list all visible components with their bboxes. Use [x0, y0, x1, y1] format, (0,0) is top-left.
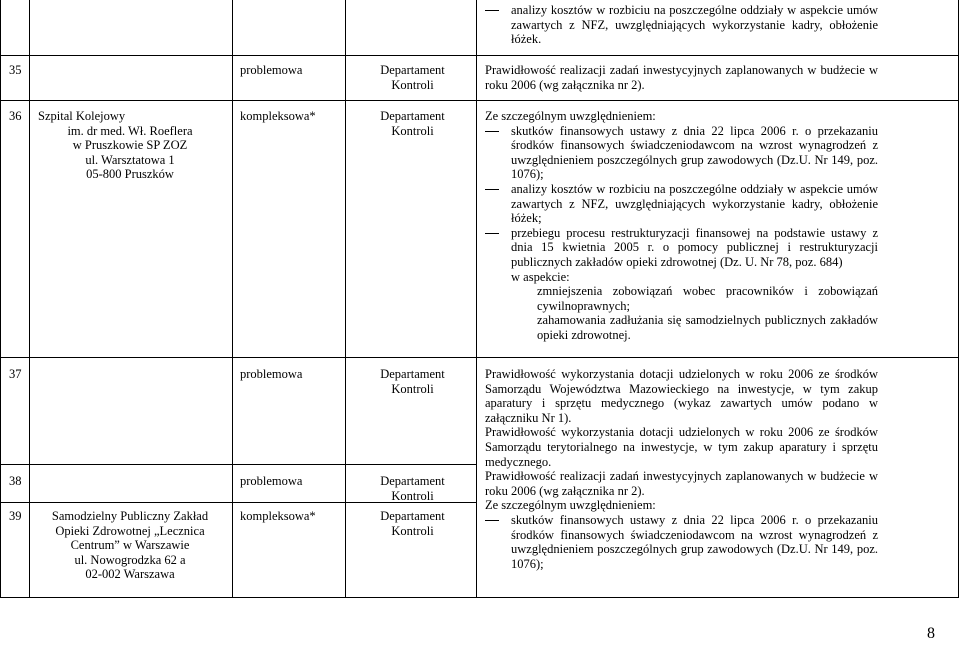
scope-bullet: skutków finansowych ustawy z dnia 22 lipca 2006 r. o przekazaniu środków finansowych świadczeniodawcom na wzrost wynagrodzeń z uwzględnieniem poszczególnych grup zawodowych (Dz.U. Nr 149, poz. 1076);: [485, 124, 878, 182]
aspect-item: zahamowania zadłużania się samodzielnych publicznych zakładów opieki zdrowotnej.: [537, 313, 878, 342]
column-divider-2: [232, 0, 233, 598]
control-type: kompleksowa*: [240, 109, 316, 123]
row-divider-38-partial: [0, 464, 476, 465]
scope-bullet: analizy kosztów w rozbiciu na poszczególne oddziały w aspekcie umów zawartych z NFZ, uwzględniających wykorzystanie kadry, obłożenie łóżek;: [485, 182, 878, 226]
row-number: 37: [9, 367, 22, 381]
scope-continuation: [485, 3, 878, 47]
control-department: Departament Kontroli: [380, 63, 445, 92]
row-divider-35: [0, 55, 959, 56]
control-scope: Prawidłowość wykorzystania dotacji udzielonych w roku 2006 ze środków Samorządu Województwa Mazowieckiego na inwestycje, w tym zakup aparatury i sprzętu medycznego (wykaz zawartych umów podano w załączniku Nr 1). Prawidłowość wykorzystania dotacji udzielonych w roku 2006 ze środków Samorządu terytorialnego na inwestycje, w tym zakup aparatury i sprzętu medycznego. Prawidłowość realizacji zadań inwestycyjnych zaplanowanych w budżecie w roku 2006 (wg załącznika nr 2). Ze szczególnym uwzględnieniem: skutków finansowych ustawy z dnia 22 lipca 2006 r. o przekazaniu środków finansowych świadczeniodawcom na wzrost wynagrodzeń z uwzględnieniem poszczególnych grup zawodowych (Dz.U. Nr 149, poz. 1076);: [485, 367, 878, 571]
row-divider-36: [0, 100, 959, 101]
control-type: kompleksowa*: [240, 509, 316, 523]
row-number: 35: [9, 63, 22, 77]
column-divider-3: [345, 0, 346, 598]
row-number: 36: [9, 109, 22, 123]
control-scope: Prawidłowość realizacji zadań inwestycyjnych zaplanowanych w budżecie w roku 2006 (wg załącznika nr 2).: [485, 63, 878, 92]
audited-unit: Samodzielny Publiczny Zakład Opieki Zdrowotnej „Lecznica Centrum” w Warszawie ul. Nowogrodzka 62 a 02-002 Warszawa: [51, 509, 209, 582]
row-divider-37: [0, 357, 959, 358]
scope-bullet: przebiegu procesu restrukturyzacji finansowej na podstawie ustawy z dnia 15 kwietnia 2005 r. o pomocy publicznej i restrukturyzacji publicznych zakładów opieki zdrowotnej (Dz. U. Nr 78, poz. 684): [485, 226, 878, 270]
control-type: problemowa: [240, 367, 303, 381]
control-scope: Ze szczególnym uwzględnieniem: skutków finansowych ustawy z dnia 22 lipca 2006 r. o przekazaniu środków finansowych świadczeniodawcom na wzrost wynagrodzeń z uwzględnieniem poszczególnych grup zawodowych (Dz.U. Nr 149, poz. 1076); analizy kosztów w rozbiciu na poszczególne oddziały w aspekcie umów zawartych z NFZ, uwzględniających wykorzystanie kadry, obłożenie łóżek; przebiegu procesu restrukturyzacji finansowej na podstawie ustawy z dnia 15 kwietnia 2005 r. o pomocy publicznej i restrukturyzacji publicznych zakładów opieki zdrowotnej (Dz. U. Nr 78, poz. 684) w aspekcie: zmniejszenia zobowiązań wobec pracowników i zobowiązań cywilnoprawnych; zahamowania zadłużania się samodzielnych publicznych zakładów opieki zdrowotnej.: [485, 109, 878, 342]
table-border-left: [0, 0, 1, 598]
control-department: Departament Kontroli: [380, 109, 445, 138]
page-number: 8: [927, 625, 935, 642]
control-department: Departament Kontroli: [380, 367, 445, 396]
control-type: problemowa: [240, 474, 303, 488]
scope-bullet: skutków finansowych ustawy z dnia 22 lipca 2006 r. o przekazaniu środków finansowych świadczeniodawcom na wzrost wynagrodzeń z uwzględnieniem poszczególnych grup zawodowych (Dz.U. Nr 149, poz. 1076);: [485, 513, 878, 571]
audited-unit: Szpital Kolejowy im. dr med. Wł. Roeflera w Pruszkowie SP ZOZ ul. Warsztatowa 1 05-800 Pruszków: [38, 109, 193, 182]
row-number: 38: [9, 474, 22, 488]
control-department: Departament Kontroli: [380, 474, 445, 503]
control-type: problemowa: [240, 63, 303, 77]
aspect-item: zmniejszenia zobowiązań wobec pracowników i zobowiązań cywilnoprawnych;: [537, 284, 878, 313]
table-border-bottom: [0, 597, 959, 598]
table-border-right: [958, 0, 959, 598]
row-number: 39: [9, 509, 22, 523]
column-divider-4: [476, 0, 477, 598]
scope-bullet: analizy kosztów w rozbiciu na poszczególne oddziały w aspekcie umów zawartych z NFZ, uwzględniających wykorzystanie kadry, obłożenie łóżek.: [485, 3, 878, 47]
control-department: Departament Kontroli: [380, 509, 445, 538]
